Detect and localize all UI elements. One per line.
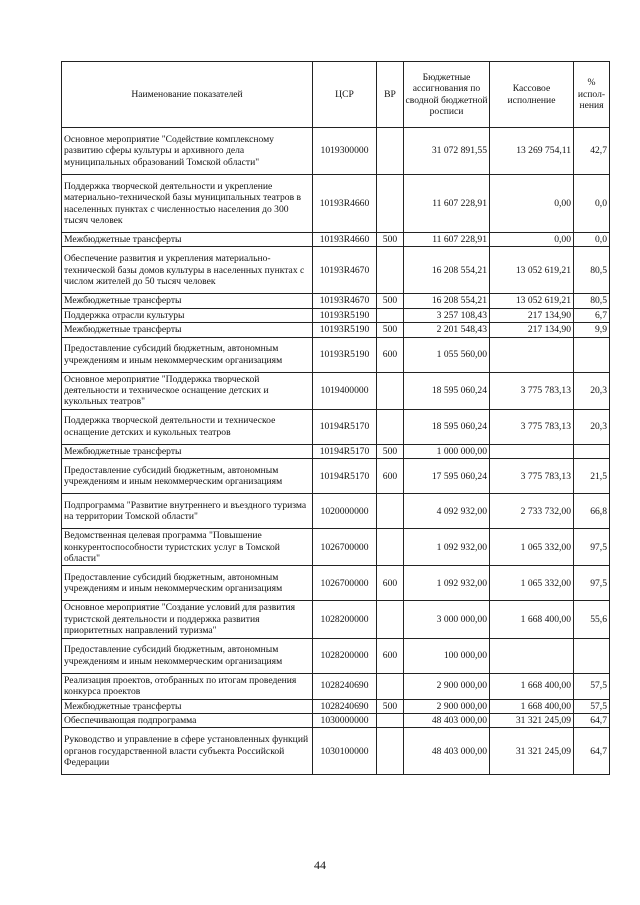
- cell-cash: [490, 444, 574, 458]
- cell-csr: 1028200000: [313, 601, 377, 638]
- cell-pct: 57,5: [574, 699, 610, 713]
- cell-budget: 3 257 108,43: [404, 308, 490, 322]
- cell-cash: 1 065 332,00: [490, 566, 574, 601]
- cell-budget: 1 092 932,00: [404, 529, 490, 566]
- cell-csr: 10193R5190: [313, 308, 377, 322]
- cell-budget: 2 900 000,00: [404, 673, 490, 699]
- cell-cash: 1 668 400,00: [490, 601, 574, 638]
- cell-csr: 10194R5170: [313, 409, 377, 444]
- header-csr: ЦСР: [313, 62, 377, 128]
- cell-vr: 500: [377, 323, 404, 337]
- table-row: [62, 233, 610, 247]
- cell-cash: 1 668 400,00: [490, 673, 574, 699]
- cell-cash: 0,00: [490, 175, 574, 233]
- cell-pct: 9,9: [574, 323, 610, 337]
- cell-cash: 2 733 732,00: [490, 494, 574, 529]
- table-row: [62, 323, 610, 337]
- table-row: [62, 128, 610, 175]
- cell-csr: 1019300000: [313, 128, 377, 175]
- cell-vr: 600: [377, 638, 404, 673]
- cell-name: Межбюджетные трансферты: [62, 233, 313, 247]
- cell-name: Поддержка творческой деятельности и техническое оснащение детских и кукольных театров: [62, 409, 313, 444]
- table-row: [62, 699, 610, 713]
- header-pct: % испол-нения: [574, 62, 610, 128]
- header-cash: Кассовое исполнение: [490, 62, 574, 128]
- cell-name: Реализация проектов, отобранных по итогам проведения конкурса проектов: [62, 673, 313, 699]
- table-row: [62, 247, 610, 294]
- cell-csr: 1030000000: [313, 713, 377, 727]
- cell-pct: 21,5: [574, 459, 610, 494]
- cell-budget: 18 595 060,24: [404, 372, 490, 409]
- cell-name: Обеспечивающая подпрограмма: [62, 713, 313, 727]
- table-header-row: [62, 62, 610, 128]
- cell-budget: 16 208 554,21: [404, 247, 490, 294]
- cell-vr: 500: [377, 444, 404, 458]
- cell-csr: 1028240690: [313, 699, 377, 713]
- cell-budget: 2 900 000,00: [404, 699, 490, 713]
- cell-cash: 3 775 783,13: [490, 409, 574, 444]
- cell-budget: 2 201 548,43: [404, 323, 490, 337]
- cell-pct: 55,6: [574, 601, 610, 638]
- table-row: [62, 337, 610, 372]
- cell-budget: 100 000,00: [404, 638, 490, 673]
- cell-cash: [490, 638, 574, 673]
- cell-name: Ведомственная целевая программа "Повышение конкурентоспособности туристских услуг в Томской области": [62, 529, 313, 566]
- table-row: [62, 713, 610, 727]
- cell-csr: 10193R5190: [313, 323, 377, 337]
- cell-csr: 10193R4670: [313, 247, 377, 294]
- table-row: [62, 372, 610, 409]
- cell-cash: 0,00: [490, 233, 574, 247]
- cell-vr: [377, 601, 404, 638]
- cell-vr: 600: [377, 337, 404, 372]
- cell-csr: 10194R5170: [313, 444, 377, 458]
- cell-budget: 18 595 060,24: [404, 409, 490, 444]
- table-row: [62, 409, 610, 444]
- cell-pct: [574, 337, 610, 372]
- cell-budget: 17 595 060,24: [404, 459, 490, 494]
- cell-csr: 1030100000: [313, 728, 377, 775]
- cell-budget: 11 607 228,91: [404, 175, 490, 233]
- table-row: [62, 308, 610, 322]
- cell-vr: [377, 175, 404, 233]
- cell-name: Основное мероприятие "Создание условий для развития туристской деятельности и поддержка развития приоритетных направлений туризма": [62, 601, 313, 638]
- cell-budget: 48 403 000,00: [404, 728, 490, 775]
- cell-pct: 20,3: [574, 409, 610, 444]
- cell-name: Межбюджетные трансферты: [62, 294, 313, 308]
- header-vr: ВР: [377, 62, 404, 128]
- cell-pct: [574, 444, 610, 458]
- cell-budget: 1 000 000,00: [404, 444, 490, 458]
- cell-pct: 6,7: [574, 308, 610, 322]
- cell-budget: 11 607 228,91: [404, 233, 490, 247]
- cell-pct: [574, 638, 610, 673]
- cell-csr: 1020000000: [313, 494, 377, 529]
- cell-vr: [377, 494, 404, 529]
- cell-cash: 3 775 783,13: [490, 372, 574, 409]
- cell-csr: 10193R4670: [313, 294, 377, 308]
- cell-cash: 13 269 754,11: [490, 128, 574, 175]
- cell-csr: 10193R4660: [313, 233, 377, 247]
- cell-vr: [377, 409, 404, 444]
- cell-vr: 500: [377, 294, 404, 308]
- cell-cash: 13 052 619,21: [490, 247, 574, 294]
- table-row: [62, 529, 610, 566]
- cell-vr: [377, 728, 404, 775]
- cell-csr: 1019400000: [313, 372, 377, 409]
- cell-pct: 80,5: [574, 247, 610, 294]
- cell-vr: [377, 673, 404, 699]
- cell-budget: 31 072 891,55: [404, 128, 490, 175]
- table-row: [62, 444, 610, 458]
- cell-vr: [377, 372, 404, 409]
- cell-pct: 0,0: [574, 233, 610, 247]
- table-row: [62, 728, 610, 775]
- header-budget: Бюджетные ассигнования по сводной бюджетной росписи: [404, 62, 490, 128]
- cell-pct: 64,7: [574, 713, 610, 727]
- table-row: [62, 566, 610, 601]
- cell-name: Межбюджетные трансферты: [62, 323, 313, 337]
- cell-vr: 500: [377, 233, 404, 247]
- cell-cash: 3 775 783,13: [490, 459, 574, 494]
- table-row: [62, 175, 610, 233]
- table-row: [62, 459, 610, 494]
- cell-cash: 31 321 245,09: [490, 713, 574, 727]
- cell-name: Предоставление субсидий бюджетным, автономным учреждениям и иным некоммерческим организациям: [62, 459, 313, 494]
- cell-vr: [377, 529, 404, 566]
- cell-cash: 1 065 332,00: [490, 529, 574, 566]
- cell-name: Межбюджетные трансферты: [62, 699, 313, 713]
- cell-pct: 80,5: [574, 294, 610, 308]
- cell-pct: 66,8: [574, 494, 610, 529]
- cell-name: Предоставление субсидий бюджетным, автономным учреждениям и иным некоммерческим организациям: [62, 337, 313, 372]
- budget-table: [61, 61, 610, 775]
- cell-vr: [377, 308, 404, 322]
- cell-vr: [377, 713, 404, 727]
- cell-cash: 217 134,90: [490, 308, 574, 322]
- cell-name: Основное мероприятие "Поддержка творческой деятельности и техническое оснащение детских и кукольных театров": [62, 372, 313, 409]
- table-row: [62, 601, 610, 638]
- cell-name: Предоставление субсидий бюджетным, автономным учреждениям и иным некоммерческим организациям: [62, 638, 313, 673]
- cell-csr: 10193R4660: [313, 175, 377, 233]
- cell-budget: 3 000 000,00: [404, 601, 490, 638]
- cell-pct: 42,7: [574, 128, 610, 175]
- table-row: [62, 294, 610, 308]
- cell-vr: 500: [377, 699, 404, 713]
- cell-csr: 1028200000: [313, 638, 377, 673]
- cell-pct: 97,5: [574, 566, 610, 601]
- cell-pct: 64,7: [574, 728, 610, 775]
- cell-name: Межбюджетные трансферты: [62, 444, 313, 458]
- cell-name: Поддержка творческой деятельности и укрепление материально-технической базы муниципальных театров в населенных пунктах с численностью населения до 300 тысяч человек: [62, 175, 313, 233]
- cell-budget: 1 055 560,00: [404, 337, 490, 372]
- cell-pct: 0,0: [574, 175, 610, 233]
- cell-cash: 31 321 245,09: [490, 728, 574, 775]
- cell-budget: 4 092 932,00: [404, 494, 490, 529]
- cell-vr: 600: [377, 566, 404, 601]
- cell-pct: 97,5: [574, 529, 610, 566]
- cell-name: Основное мероприятие "Содействие комплексному развитию сферы культуры и архивного дела муниципальных образований Томской области": [62, 128, 313, 175]
- cell-name: Обеспечение развития и укрепления материально-технической базы домов культуры в населенных пунктах с числом жителей до 50 тысяч человек: [62, 247, 313, 294]
- cell-cash: 13 052 619,21: [490, 294, 574, 308]
- cell-vr: 600: [377, 459, 404, 494]
- cell-vr: [377, 128, 404, 175]
- cell-budget: 48 403 000,00: [404, 713, 490, 727]
- cell-csr: 1026700000: [313, 529, 377, 566]
- cell-csr: 1028240690: [313, 673, 377, 699]
- cell-csr: 10194R5170: [313, 459, 377, 494]
- cell-pct: 57,5: [574, 673, 610, 699]
- cell-name: Предоставление субсидий бюджетным, автономным учреждениям и иным некоммерческим организациям: [62, 566, 313, 601]
- cell-name: Руководство и управление в сфере установленных функций органов государственной власти субъекта Российской Федерации: [62, 728, 313, 775]
- cell-csr: 1026700000: [313, 566, 377, 601]
- cell-csr: 10193R5190: [313, 337, 377, 372]
- cell-vr: [377, 247, 404, 294]
- cell-name: Подпрограмма "Развитие внутреннего и въездного туризма на территории Томской области": [62, 494, 313, 529]
- cell-cash: [490, 337, 574, 372]
- cell-name: Поддержка отрасли культуры: [62, 308, 313, 322]
- table-row: [62, 673, 610, 699]
- cell-pct: 20,3: [574, 372, 610, 409]
- cell-budget: 1 092 932,00: [404, 566, 490, 601]
- page-number: 44: [314, 858, 326, 872]
- header-name: Наименование показателей: [62, 62, 313, 128]
- cell-cash: 1 668 400,00: [490, 699, 574, 713]
- cell-cash: 217 134,90: [490, 323, 574, 337]
- table-row: [62, 638, 610, 673]
- table-row: [62, 494, 610, 529]
- cell-budget: 16 208 554,21: [404, 294, 490, 308]
